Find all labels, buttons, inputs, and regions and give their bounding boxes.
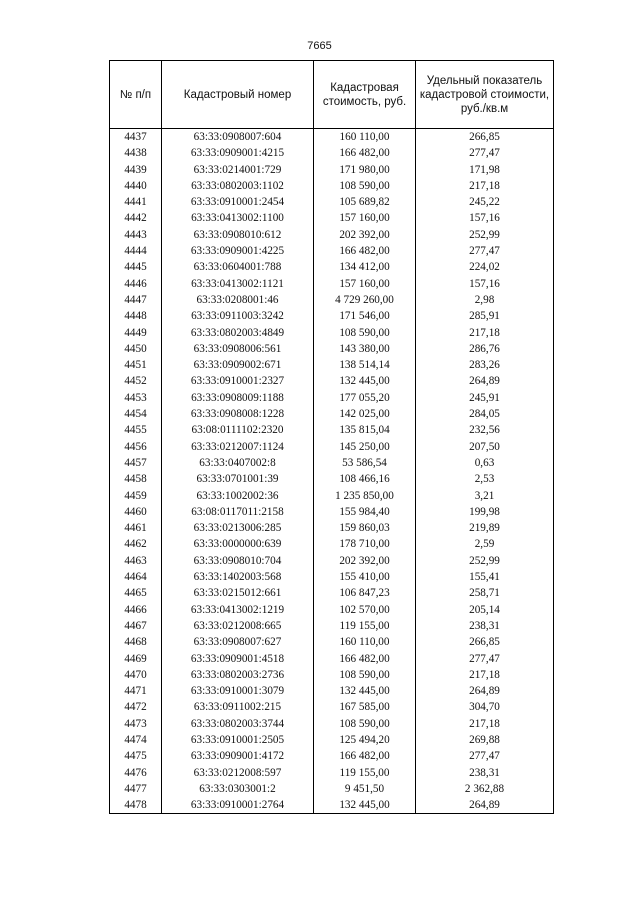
cell-cadastral-number: 63:08:0111102:2320 bbox=[162, 422, 314, 438]
cell-num: 4446 bbox=[110, 276, 162, 292]
cell-cadastral-number: 63:33:0303001:2 bbox=[162, 781, 314, 797]
cell-cadastral-value: 166 482,00 bbox=[314, 651, 416, 667]
cell-specific-indicator: 252,99 bbox=[416, 227, 554, 243]
cell-num: 4449 bbox=[110, 325, 162, 341]
cell-cadastral-value: 159 860,03 bbox=[314, 520, 416, 536]
table-row bbox=[110, 162, 554, 178]
cell-cadastral-value: 9 451,50 bbox=[314, 781, 416, 797]
cell-specific-indicator: 264,89 bbox=[416, 373, 554, 389]
cell-cadastral-number: 63:33:1402003:568 bbox=[162, 569, 314, 585]
cell-cadastral-value: 202 392,00 bbox=[314, 553, 416, 569]
cell-num: 4462 bbox=[110, 536, 162, 552]
cell-cadastral-number: 63:33:0908008:1228 bbox=[162, 406, 314, 422]
table-row bbox=[110, 781, 554, 797]
cell-specific-indicator: 277,47 bbox=[416, 145, 554, 161]
table-row bbox=[110, 732, 554, 748]
cell-num: 4459 bbox=[110, 488, 162, 504]
cell-specific-indicator: 219,89 bbox=[416, 520, 554, 536]
cell-cadastral-number: 63:33:1002002:36 bbox=[162, 488, 314, 504]
cell-cadastral-value: 125 494,20 bbox=[314, 732, 416, 748]
table-row bbox=[110, 618, 554, 634]
cell-specific-indicator: 258,71 bbox=[416, 585, 554, 601]
cell-num: 4452 bbox=[110, 373, 162, 389]
cell-cadastral-number: 63:33:0604001:788 bbox=[162, 259, 314, 275]
cell-cadastral-value: 119 155,00 bbox=[314, 765, 416, 781]
cell-cadastral-value: 102 570,00 bbox=[314, 602, 416, 618]
table-row bbox=[110, 667, 554, 683]
cell-num: 4439 bbox=[110, 162, 162, 178]
table-row bbox=[110, 716, 554, 732]
table-row bbox=[110, 259, 554, 275]
table-row bbox=[110, 145, 554, 161]
cell-cadastral-number: 63:33:0212008:597 bbox=[162, 765, 314, 781]
cell-cadastral-number: 63:33:0909001:4225 bbox=[162, 243, 314, 259]
cell-specific-indicator: 277,47 bbox=[416, 243, 554, 259]
cell-num: 4450 bbox=[110, 341, 162, 357]
cell-specific-indicator: 207,50 bbox=[416, 439, 554, 455]
cell-cadastral-value: 155 984,40 bbox=[314, 504, 416, 520]
cell-specific-indicator: 266,85 bbox=[416, 634, 554, 650]
table-row bbox=[110, 797, 554, 814]
cell-cadastral-value: 105 689,82 bbox=[314, 194, 416, 210]
cell-cadastral-value: 53 586,54 bbox=[314, 455, 416, 471]
table-row bbox=[110, 341, 554, 357]
table-row bbox=[110, 439, 554, 455]
cell-cadastral-value: 135 815,04 bbox=[314, 422, 416, 438]
cell-specific-indicator: 266,85 bbox=[416, 129, 554, 146]
cell-cadastral-number: 63:33:0910001:2454 bbox=[162, 194, 314, 210]
cell-cadastral-value: 1 235 850,00 bbox=[314, 488, 416, 504]
table-row bbox=[110, 471, 554, 487]
cell-specific-indicator: 277,47 bbox=[416, 651, 554, 667]
cell-cadastral-value: 166 482,00 bbox=[314, 243, 416, 259]
cell-num: 4445 bbox=[110, 259, 162, 275]
cell-specific-indicator: 155,41 bbox=[416, 569, 554, 585]
cell-specific-indicator: 157,16 bbox=[416, 210, 554, 226]
cell-num: 4451 bbox=[110, 357, 162, 373]
cell-specific-indicator: 245,22 bbox=[416, 194, 554, 210]
cell-num: 4478 bbox=[110, 797, 162, 814]
cell-num: 4477 bbox=[110, 781, 162, 797]
cell-cadastral-number: 63:33:0910001:2327 bbox=[162, 373, 314, 389]
table-row bbox=[110, 422, 554, 438]
table-row bbox=[110, 602, 554, 618]
cell-specific-indicator: 157,16 bbox=[416, 276, 554, 292]
cell-num: 4472 bbox=[110, 699, 162, 715]
cell-cadastral-number: 63:33:0413002:1219 bbox=[162, 602, 314, 618]
table-row bbox=[110, 194, 554, 210]
cell-cadastral-number: 63:33:0413002:1121 bbox=[162, 276, 314, 292]
cell-cadastral-value: 132 445,00 bbox=[314, 683, 416, 699]
table-row bbox=[110, 488, 554, 504]
cell-specific-indicator: 264,89 bbox=[416, 683, 554, 699]
header-num: № п/п bbox=[110, 61, 162, 129]
cell-cadastral-number: 63:33:0908007:627 bbox=[162, 634, 314, 650]
cell-num: 4454 bbox=[110, 406, 162, 422]
cell-num: 4444 bbox=[110, 243, 162, 259]
cell-specific-indicator: 304,70 bbox=[416, 699, 554, 715]
table-row bbox=[110, 292, 554, 308]
cell-cadastral-value: 160 110,00 bbox=[314, 634, 416, 650]
cell-cadastral-number: 63:33:0212008:665 bbox=[162, 618, 314, 634]
cell-cadastral-number: 63:33:0911002:215 bbox=[162, 699, 314, 715]
cell-num: 4458 bbox=[110, 471, 162, 487]
cell-specific-indicator: 285,91 bbox=[416, 308, 554, 324]
cell-specific-indicator: 217,18 bbox=[416, 325, 554, 341]
header-specific-indicator: Удельный показатель кадастровой стоимости, руб./кв.м bbox=[416, 61, 554, 129]
cell-cadastral-value: 166 482,00 bbox=[314, 748, 416, 764]
table-row bbox=[110, 227, 554, 243]
cell-cadastral-value: 155 410,00 bbox=[314, 569, 416, 585]
table-row bbox=[110, 308, 554, 324]
cell-cadastral-value: 132 445,00 bbox=[314, 797, 416, 814]
cell-num: 4453 bbox=[110, 390, 162, 406]
cell-num: 4457 bbox=[110, 455, 162, 471]
cell-num: 4474 bbox=[110, 732, 162, 748]
cell-cadastral-number: 63:33:0213006:285 bbox=[162, 520, 314, 536]
table-row bbox=[110, 748, 554, 764]
cell-cadastral-number: 63:33:0908009:1188 bbox=[162, 390, 314, 406]
cell-num: 4476 bbox=[110, 765, 162, 781]
cell-cadastral-number: 63:33:0208001:46 bbox=[162, 292, 314, 308]
cell-specific-indicator: 171,98 bbox=[416, 162, 554, 178]
cell-num: 4456 bbox=[110, 439, 162, 455]
cell-cadastral-value: 134 412,00 bbox=[314, 259, 416, 275]
cell-cadastral-value: 202 392,00 bbox=[314, 227, 416, 243]
cell-cadastral-number: 63:33:0802003:2736 bbox=[162, 667, 314, 683]
table-row bbox=[110, 536, 554, 552]
cell-num: 4455 bbox=[110, 422, 162, 438]
cell-cadastral-value: 132 445,00 bbox=[314, 373, 416, 389]
cell-num: 4448 bbox=[110, 308, 162, 324]
cell-cadastral-value: 108 466,16 bbox=[314, 471, 416, 487]
cell-cadastral-number: 63:33:0413002:1100 bbox=[162, 210, 314, 226]
cell-num: 4475 bbox=[110, 748, 162, 764]
cell-specific-indicator: 286,76 bbox=[416, 341, 554, 357]
cell-cadastral-value: 167 585,00 bbox=[314, 699, 416, 715]
cell-specific-indicator: 2 362,88 bbox=[416, 781, 554, 797]
cell-specific-indicator: 217,18 bbox=[416, 716, 554, 732]
cell-cadastral-number: 63:33:0215012:661 bbox=[162, 585, 314, 601]
cell-cadastral-number: 63:33:0908007:604 bbox=[162, 129, 314, 146]
cell-num: 4461 bbox=[110, 520, 162, 536]
cell-cadastral-value: 108 590,00 bbox=[314, 178, 416, 194]
cell-cadastral-value: 138 514,14 bbox=[314, 357, 416, 373]
table-row bbox=[110, 276, 554, 292]
cell-num: 4460 bbox=[110, 504, 162, 520]
cell-specific-indicator: 245,91 bbox=[416, 390, 554, 406]
cell-specific-indicator: 0,63 bbox=[416, 455, 554, 471]
cell-num: 4440 bbox=[110, 178, 162, 194]
cell-cadastral-number: 63:33:0910001:2764 bbox=[162, 797, 314, 814]
cell-cadastral-number: 63:33:0802003:1102 bbox=[162, 178, 314, 194]
cell-num: 4469 bbox=[110, 651, 162, 667]
cell-cadastral-number: 63:33:0802003:4849 bbox=[162, 325, 314, 341]
cell-cadastral-number: 63:33:0909001:4172 bbox=[162, 748, 314, 764]
table-row bbox=[110, 178, 554, 194]
cell-cadastral-value: 166 482,00 bbox=[314, 145, 416, 161]
table-row bbox=[110, 357, 554, 373]
cell-num: 4441 bbox=[110, 194, 162, 210]
cell-num: 4463 bbox=[110, 553, 162, 569]
cell-specific-indicator: 199,98 bbox=[416, 504, 554, 520]
header-cadastral-number: Кадастровый номер bbox=[162, 61, 314, 129]
cell-cadastral-number: 63:33:0701001:39 bbox=[162, 471, 314, 487]
cell-cadastral-number: 63:33:0908006:561 bbox=[162, 341, 314, 357]
table-row bbox=[110, 504, 554, 520]
table-row bbox=[110, 243, 554, 259]
cell-num: 4438 bbox=[110, 145, 162, 161]
cell-num: 4473 bbox=[110, 716, 162, 732]
table-row bbox=[110, 406, 554, 422]
cell-cadastral-value: 108 590,00 bbox=[314, 667, 416, 683]
cell-cadastral-value: 145 250,00 bbox=[314, 439, 416, 455]
cell-specific-indicator: 284,05 bbox=[416, 406, 554, 422]
cell-specific-indicator: 269,88 bbox=[416, 732, 554, 748]
table-row bbox=[110, 373, 554, 389]
cell-cadastral-number: 63:33:0407002:8 bbox=[162, 455, 314, 471]
cell-num: 4468 bbox=[110, 634, 162, 650]
cell-cadastral-value: 160 110,00 bbox=[314, 129, 416, 146]
cell-cadastral-value: 171 980,00 bbox=[314, 162, 416, 178]
cell-cadastral-number: 63:33:0909001:4215 bbox=[162, 145, 314, 161]
cell-specific-indicator: 2,53 bbox=[416, 471, 554, 487]
cell-specific-indicator: 217,18 bbox=[416, 667, 554, 683]
cell-specific-indicator: 238,31 bbox=[416, 765, 554, 781]
header-cadastral-value: Кадастровая стоимость, руб. bbox=[314, 61, 416, 129]
cell-num: 4442 bbox=[110, 210, 162, 226]
cell-specific-indicator: 217,18 bbox=[416, 178, 554, 194]
cell-num: 4464 bbox=[110, 569, 162, 585]
table-row bbox=[110, 455, 554, 471]
table-row bbox=[110, 765, 554, 781]
cell-cadastral-value: 4 729 260,00 bbox=[314, 292, 416, 308]
cell-cadastral-number: 63:33:0909001:4518 bbox=[162, 651, 314, 667]
cell-specific-indicator: 205,14 bbox=[416, 602, 554, 618]
table-row bbox=[110, 520, 554, 536]
cell-cadastral-number: 63:33:0909002:671 bbox=[162, 357, 314, 373]
table-row bbox=[110, 553, 554, 569]
table-row bbox=[110, 683, 554, 699]
page-number: 7665 bbox=[307, 40, 332, 52]
cell-num: 4471 bbox=[110, 683, 162, 699]
table-row bbox=[110, 585, 554, 601]
cell-num: 4466 bbox=[110, 602, 162, 618]
table-row bbox=[110, 390, 554, 406]
cell-cadastral-number: 63:33:0910001:2505 bbox=[162, 732, 314, 748]
table-row bbox=[110, 651, 554, 667]
cell-cadastral-value: 142 025,00 bbox=[314, 406, 416, 422]
cell-cadastral-number: 63:33:0910001:3079 bbox=[162, 683, 314, 699]
cell-num: 4437 bbox=[110, 129, 162, 146]
cell-cadastral-number: 63:08:0117011:2158 bbox=[162, 504, 314, 520]
table-row bbox=[110, 699, 554, 715]
cell-cadastral-value: 108 590,00 bbox=[314, 325, 416, 341]
cell-cadastral-value: 178 710,00 bbox=[314, 536, 416, 552]
cell-cadastral-number: 63:33:0212007:1124 bbox=[162, 439, 314, 455]
cell-num: 4470 bbox=[110, 667, 162, 683]
table-row bbox=[110, 569, 554, 585]
cell-specific-indicator: 232,56 bbox=[416, 422, 554, 438]
cell-num: 4467 bbox=[110, 618, 162, 634]
cell-cadastral-value: 108 590,00 bbox=[314, 716, 416, 732]
cell-num: 4447 bbox=[110, 292, 162, 308]
cell-specific-indicator: 3,21 bbox=[416, 488, 554, 504]
table-header-row bbox=[110, 61, 554, 129]
cell-specific-indicator: 277,47 bbox=[416, 748, 554, 764]
cell-cadastral-value: 157 160,00 bbox=[314, 210, 416, 226]
cell-cadastral-value: 171 546,00 bbox=[314, 308, 416, 324]
cell-cadastral-number: 63:33:0802003:3744 bbox=[162, 716, 314, 732]
table-row bbox=[110, 210, 554, 226]
cell-specific-indicator: 224,02 bbox=[416, 259, 554, 275]
cell-cadastral-number: 63:33:0908010:704 bbox=[162, 553, 314, 569]
cell-specific-indicator: 283,26 bbox=[416, 357, 554, 373]
cell-num: 4465 bbox=[110, 585, 162, 601]
table-row bbox=[110, 325, 554, 341]
cell-specific-indicator: 2,59 bbox=[416, 536, 554, 552]
table-row bbox=[110, 634, 554, 650]
cell-num: 4443 bbox=[110, 227, 162, 243]
cell-cadastral-value: 119 155,00 bbox=[314, 618, 416, 634]
cadastral-table bbox=[109, 60, 554, 814]
cell-specific-indicator: 238,31 bbox=[416, 618, 554, 634]
cell-cadastral-number: 63:33:0911003:3242 bbox=[162, 308, 314, 324]
cell-specific-indicator: 2,98 bbox=[416, 292, 554, 308]
cell-cadastral-number: 63:33:0908010:612 bbox=[162, 227, 314, 243]
cell-cadastral-number: 63:33:0214001:729 bbox=[162, 162, 314, 178]
table-row bbox=[110, 129, 554, 146]
cell-cadastral-value: 157 160,00 bbox=[314, 276, 416, 292]
cell-cadastral-value: 106 847,23 bbox=[314, 585, 416, 601]
table-body bbox=[110, 129, 554, 814]
cell-specific-indicator: 264,89 bbox=[416, 797, 554, 814]
cell-cadastral-value: 177 055,20 bbox=[314, 390, 416, 406]
cell-specific-indicator: 252,99 bbox=[416, 553, 554, 569]
cell-cadastral-value: 143 380,00 bbox=[314, 341, 416, 357]
cell-cadastral-number: 63:33:0000000:639 bbox=[162, 536, 314, 552]
